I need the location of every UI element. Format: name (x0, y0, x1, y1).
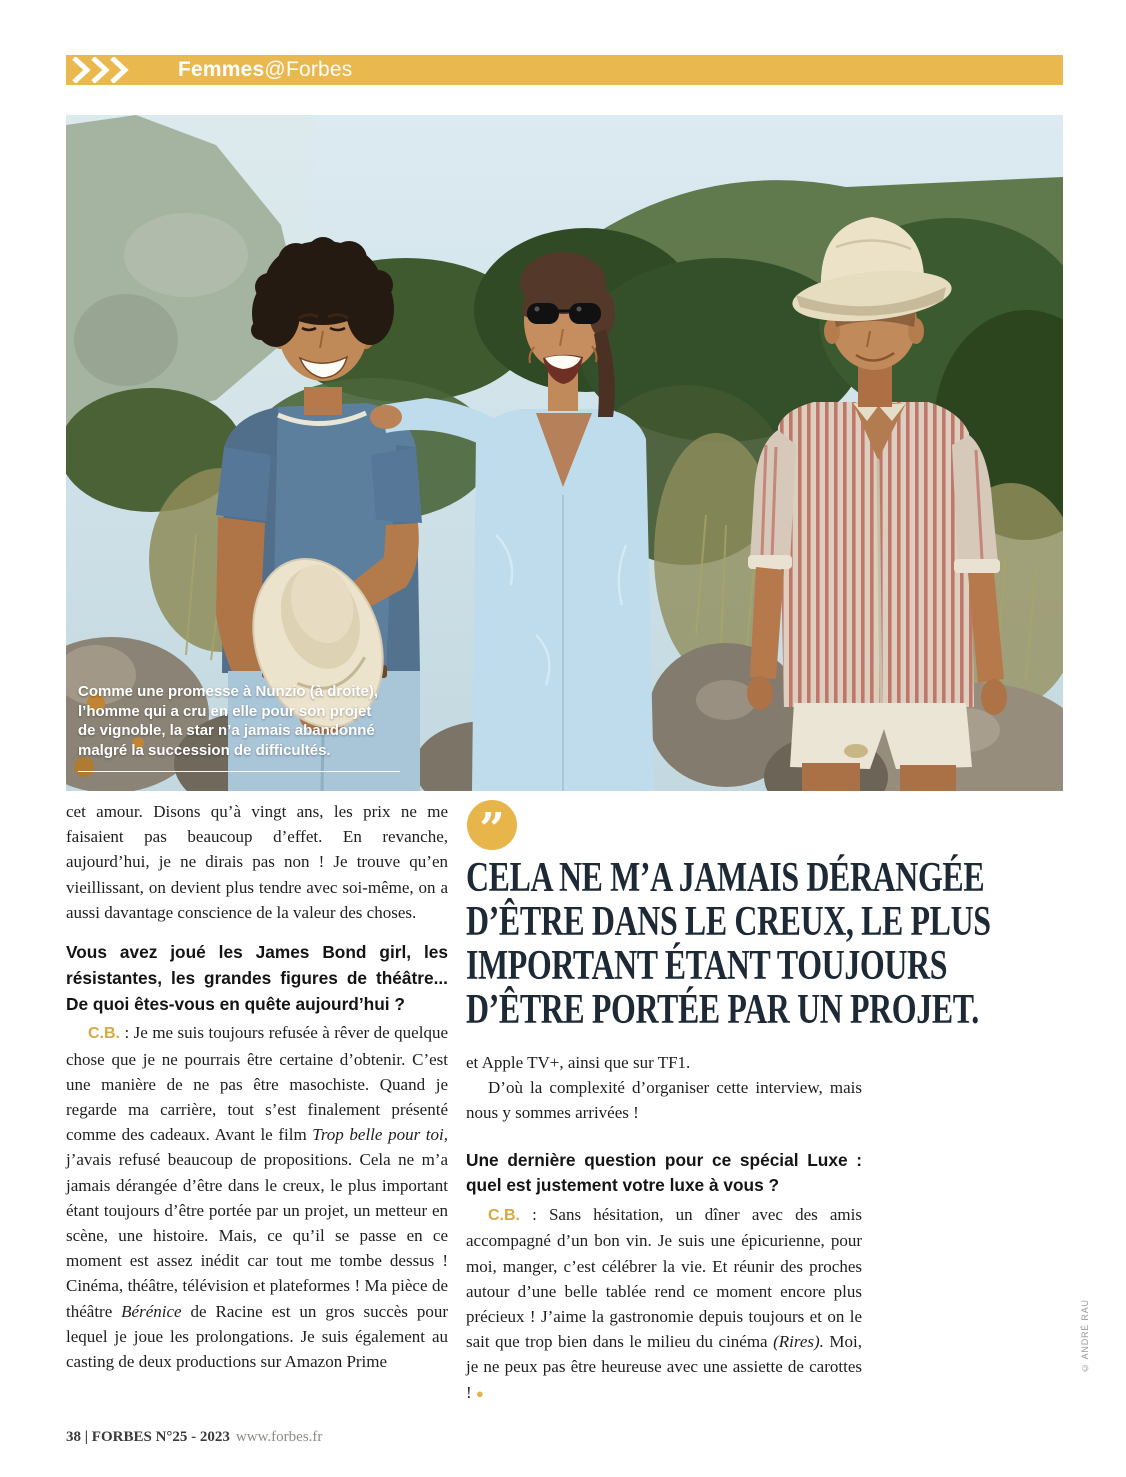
photo-credit: © ANDRÉ RAU (1080, 1299, 1090, 1373)
answer-text: : Je me suis toujours refusée à rêver de quelque chose que je ne pourrais être certaine d’obtenir. C’est une manière de ne pas être masochiste. Quand je regarde ma carrière, tout s’est finalement présenté comme des cadeaux. Avant le film (66, 1023, 448, 1145)
paragraph: et Apple TV+, ainsi que sur TF1. (466, 1053, 691, 1072)
stage-direction-italic: (Rires). (773, 1332, 824, 1352)
caption-line: l’homme qui a cru en elle pour son projet (78, 702, 372, 720)
caption-line: de vignoble, la star n’a jamais abandonné (78, 722, 375, 739)
caption-line: Comme une promesse à Nunzio (à droite), (78, 683, 379, 700)
section-title (178, 58, 353, 82)
pull-quote (466, 855, 991, 1033)
pull-quote-line: IMPORTANT ÉTANT TOUJOURS (466, 943, 948, 989)
caption-underline (78, 771, 400, 772)
answer-text: : Sans hésitation, un dîner avec des amis accompagné d’un bon vin. Je suis une épicurienne, pour moi, manger, c’est célébrer la vie. Et réunir des proches autour d’une belle tablée rend ce moment encore plus précieux ! J’aime la gastronomie depuis toujours et on le sait que trop bien dans le milieu du cinéma (466, 1205, 862, 1352)
article-left-column (66, 799, 448, 1374)
paragraph: D’où la complexité d’organiser cette interview, mais nous y sommes arrivées ! (466, 1078, 862, 1123)
chevrons-icon (72, 57, 134, 83)
pull-quote-line: CELA NE M’A JAMAIS DÉRANGÉE (466, 855, 985, 901)
interview-question: Vous avez joué les James Bond girl, les résistantes, les grandes figures de théâtre... De quoi êtes-vous en quête aujourd’hui ? (66, 942, 448, 1014)
answer-text: j’avais refusé beaucoup de propositions. Cela ne m’a jamais dérangée d’être dans le creux, le plus important étant toujours d’être portée par un projet, un metteur en scène, une histoire. Mais, ce qu’il se passe en ce moment est assez inédit car tout me tombe dessus ! Cinéma, théâtre, télévision et plateformes ! Ma pièce de théâtre (66, 1150, 448, 1321)
pull-quote-line: D’ÊTRE PORTÉE PAR UN PROJET. (466, 987, 979, 1033)
interview-answer (66, 1020, 448, 1374)
interview-answer (466, 1202, 862, 1406)
article-right-column (466, 1050, 862, 1406)
answer-text: de Racine est un gros succès pour lequel je joue les prolongations. Je suis également au casting de deux productions sur Amazon Prime (66, 1301, 448, 1372)
brand-bold: Femmes (178, 58, 265, 81)
speaker-label: C.B. (88, 1025, 120, 1043)
footer-page-info: 38 | FORBES N°25 - 2023 (66, 1429, 230, 1445)
footer-url: www.forbes.fr (235, 1429, 323, 1445)
end-mark-icon: ● (475, 1385, 484, 1401)
paragraph: cet amour. Disons qu’à vingt ans, les prix ne me faisaient pas beaucoup d’effet. En revanche, aujourd’hui, je ne dirais pas non ! Je trouve qu’en vieillissant, on devient plus tendre avec soi-même, on a aussi davantage conscience de la valeur des choses. (66, 802, 448, 922)
section-header-bar (66, 55, 1063, 85)
speaker-label: C.B. (488, 1207, 520, 1225)
pull-quote-line: D’ÊTRE DANS LE CREUX, LE PLUS (466, 899, 991, 945)
photo-caption (78, 682, 438, 760)
page-footer (66, 1429, 322, 1446)
caption-line: malgré la succession de difficultés. (78, 741, 331, 759)
interview-question: Une dernière question pour ce spécial Luxe : quel est justement votre luxe à vous ? (466, 1149, 862, 1196)
answer-text: Moi, je ne peux pas être heureuse avec une assiette de carottes ! (466, 1332, 862, 1402)
play-title-italic: Bérénice (121, 1301, 182, 1321)
quote-marks-glyph: ” (479, 804, 505, 855)
quote-icon (467, 800, 517, 855)
brand-light: @Forbes (264, 58, 353, 81)
hero-photo (66, 115, 1063, 791)
film-title-italic: Trop belle pour toi, (312, 1125, 449, 1145)
